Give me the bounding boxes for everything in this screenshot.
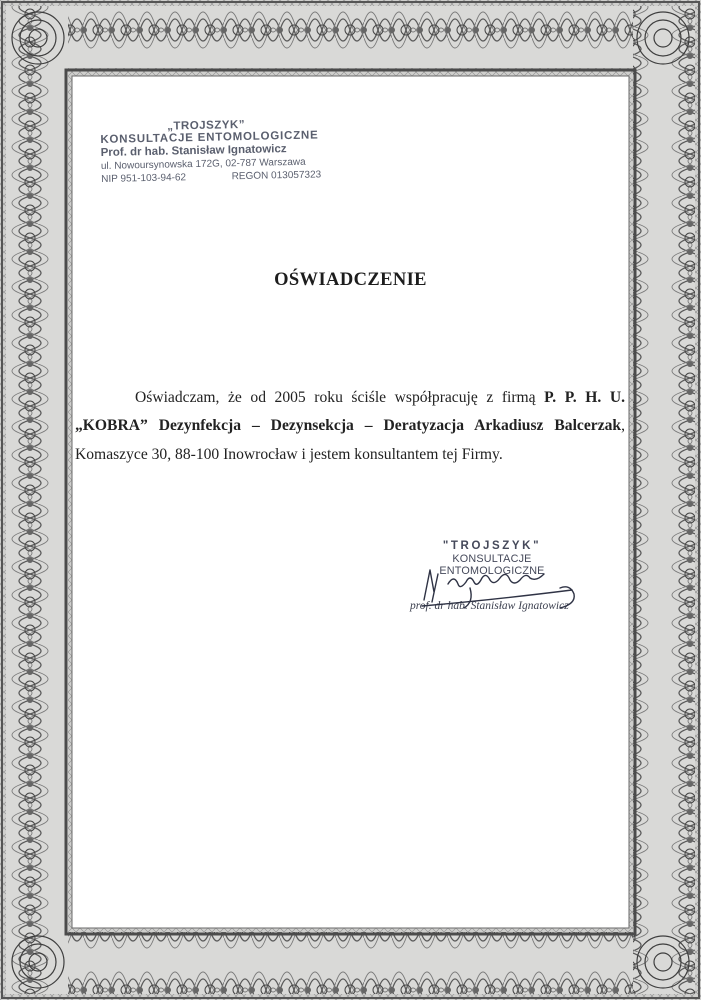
company-stamp-header — [100, 117, 321, 185]
handwritten-signature — [410, 562, 590, 612]
stamp-nip: NIP 951-103-94-62 — [101, 172, 187, 185]
signature-stamp-company: "TROJSZYK" — [442, 540, 542, 552]
statement-paragraph — [75, 384, 625, 470]
signature-stamp-activity: KONSULTACJE ENTOMOLOGICZNE — [439, 553, 545, 577]
document-title: OŚWIADCZENIE — [274, 270, 427, 290]
stamp-address: ul. Nowoursynowska 172G, 02-787 Warszawa — [100, 156, 306, 172]
signatory-name: prof. dr hab. Stanisław Ignatowicz — [410, 600, 569, 612]
company-full-name: P. P. H. U. „KOBRA” Dezynfekcja – Dezynsekcja – Deratyzacja Arkadiusz Balcerzak — [75, 388, 626, 435]
stamp-company-activity: KONSULTACJE ENTOMOLOGICZNE — [100, 129, 319, 146]
stamp-regon: REGON 013057323 — [231, 169, 322, 183]
statement-intro: Oświadczam, że od 2005 roku ściśle współpracuję z firmą — [135, 388, 545, 406]
stamp-owner-name: Prof. dr hab. Stanisław Ignatowicz — [100, 143, 287, 159]
stamp-company-name: „TROJSZYK” — [167, 118, 246, 133]
statement-ending: , Komaszyce 30, 88-100 Inowrocław i jestem konsultantem tej Firmy. — [75, 417, 625, 463]
